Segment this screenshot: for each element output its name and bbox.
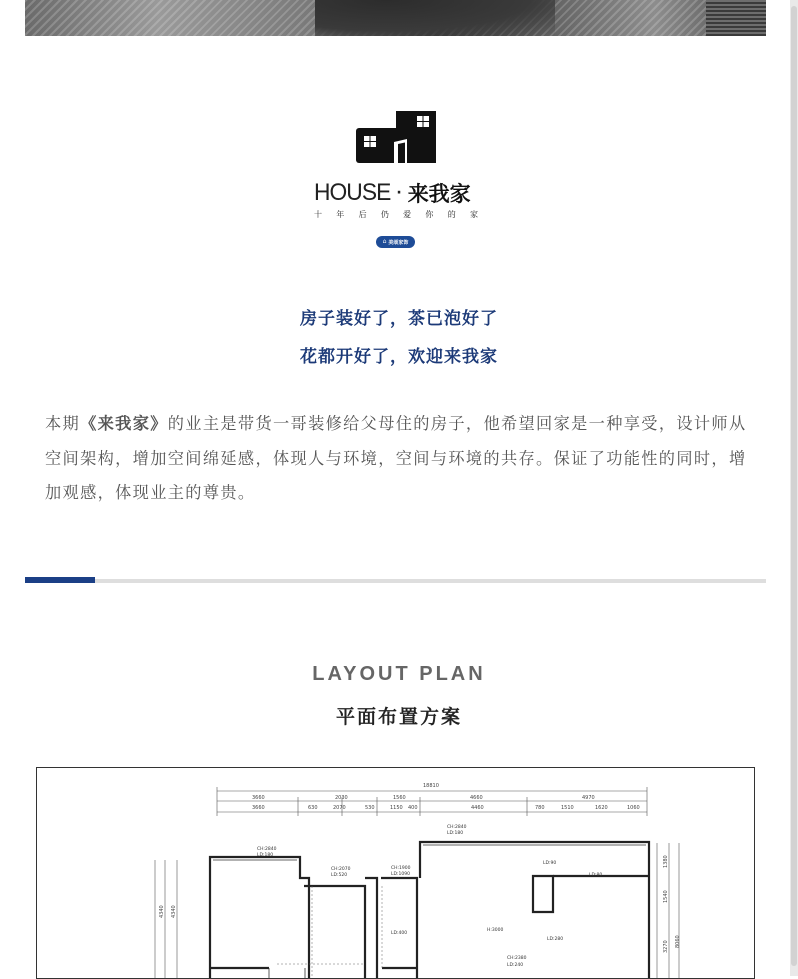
dim-right: 3270 [663, 940, 669, 953]
dim-top: 2030 [335, 795, 348, 801]
floor-plan-image [36, 767, 755, 979]
dim-top: 3660 [252, 795, 265, 801]
brand-name-en: HOUSE [314, 179, 391, 206]
dim-top: 400 [408, 805, 418, 811]
scrollbar-thumb[interactable] [791, 6, 797, 966]
brand-title [314, 178, 471, 208]
badge-text: 美颂家饰 [388, 239, 409, 246]
tagline-char: 的 [447, 210, 456, 219]
dim-right: 1380 [663, 855, 669, 868]
dim-top: 1060 [627, 805, 640, 811]
room-label: CH:1900 [391, 866, 411, 871]
intro-paragraph [45, 407, 755, 511]
tagline-char: 仍 [380, 210, 389, 219]
tagline-char: 家 [469, 210, 478, 219]
room-label: LD:280 [547, 937, 564, 942]
intro-body: 的业主是带货一哥装修给父母住的房子，他希望回家是一种享受，设计师从空间架构，增加空间绵延感，体现人与环境，空间与环境的共存。保证了功能性的同时，增加观感，体现业主的尊贵。 [45, 414, 747, 502]
room-label: CH:2840 [447, 825, 467, 830]
dim-top: 4460 [471, 805, 484, 811]
roof-icon: ⌂ [382, 238, 387, 245]
tagline-char: 爱 [403, 210, 412, 219]
room-label: CH:2840 [257, 847, 277, 852]
room-label: CH:2380 [507, 956, 527, 961]
brand-tagline [314, 209, 478, 220]
dim-top: 4970 [582, 795, 595, 801]
dim-left: 4340 [159, 905, 165, 918]
section-divider-accent [25, 577, 95, 583]
dim-top: 4660 [470, 795, 483, 801]
brand-dot: · [396, 185, 402, 201]
intro-prefix: 本期 [45, 414, 81, 433]
house-logo-icon [354, 108, 438, 166]
dim-top: 1150 [390, 805, 403, 811]
room-label: LD:1090 [391, 872, 410, 877]
dim-top: 1560 [393, 795, 406, 801]
dim-top: 1510 [561, 805, 574, 811]
tagline-char: 十 [314, 210, 322, 219]
brand-name-cn: 来我家 [407, 182, 471, 206]
scrollbar[interactable] [790, 0, 798, 976]
section-title-cn: 平面布置方案 [335, 706, 462, 728]
dim-top: 2070 [333, 805, 346, 811]
dim-top: 530 [365, 805, 375, 811]
dim-top: 3660 [252, 805, 265, 811]
hero-image [25, 0, 766, 36]
dim-top: 1620 [595, 805, 608, 811]
dim-right: 1540 [663, 890, 669, 903]
room-label: LD:90 [543, 861, 557, 866]
tagline-char: 年 [336, 210, 345, 219]
dim-left: 4340 [171, 905, 177, 918]
intro-highlight: 《来我家》 [80, 414, 168, 433]
slogan-line-2: 花都开好了，欢迎来我家 [300, 347, 498, 367]
tagline-char: 你 [425, 210, 434, 219]
slogan-line-1: 房子装好了，茶已泡好了 [300, 309, 498, 329]
dim-total: 18810 [423, 783, 439, 789]
room-label: LD:240 [507, 963, 524, 968]
room-label: LD:400 [391, 931, 408, 936]
sponsor-badge [376, 236, 415, 248]
room-label: LD:520 [331, 873, 348, 878]
floor-plan-drawing [37, 768, 755, 979]
room-label: LD:180 [447, 831, 464, 836]
dim-top: 780 [535, 805, 545, 811]
section-divider [25, 579, 766, 583]
room-label: H:3000 [487, 928, 504, 933]
tagline-char: 后 [358, 210, 367, 219]
section-title-en: LAYOUT PLAN [312, 663, 486, 685]
dim-top: 630 [308, 805, 318, 811]
room-label: LD:180 [257, 853, 274, 858]
room-label: LD:80 [589, 873, 603, 878]
dim-right: 8060 [675, 935, 681, 948]
room-label: CH:2070 [331, 867, 351, 872]
